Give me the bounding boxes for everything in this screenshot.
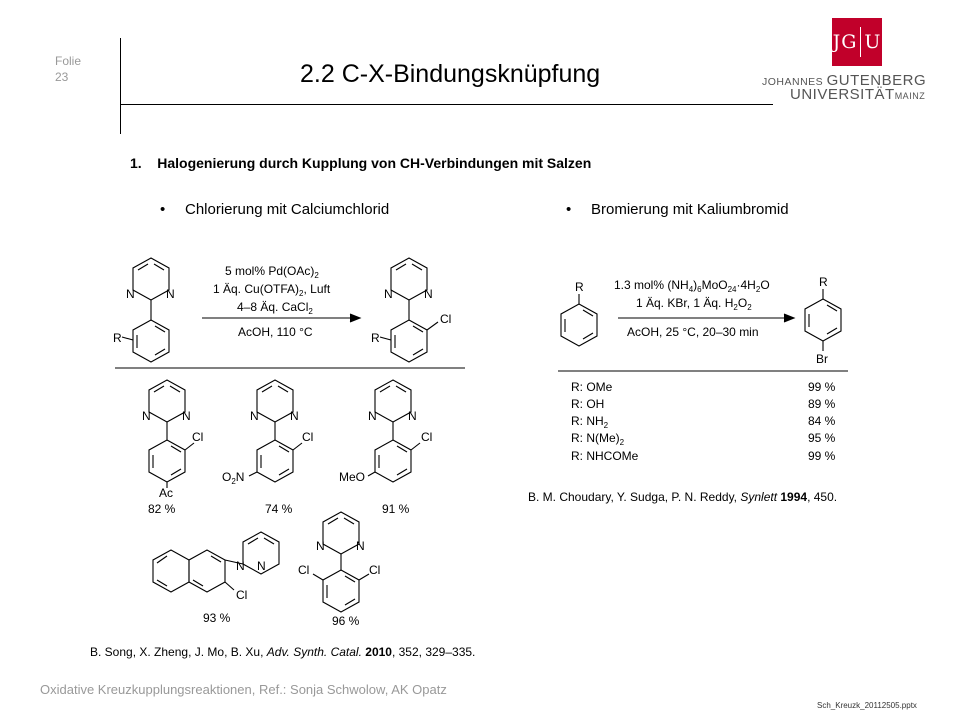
logo-universitaet: UNIVERSITÄT <box>790 86 895 103</box>
example-structure-acetyl <box>149 380 194 488</box>
heading-text: Halogenierung durch Kupplung von CH-Verbindungen mit Salzen <box>157 155 592 171</box>
slide-title: 2.2 C-X-Bindungsknüpfung <box>300 60 601 88</box>
ref-year: 1994 <box>780 490 808 504</box>
ref-pages: , 450. <box>807 490 838 504</box>
bromobenzene-structure <box>805 289 841 351</box>
atom-n: N <box>316 539 325 553</box>
logo-gutenberg: GUTENBERG <box>826 72 927 89</box>
ref-journal: Adv. Synth. Catal. <box>266 645 362 659</box>
atom-r: R <box>819 275 828 289</box>
example-structure-nitro <box>249 380 302 482</box>
table-yield: 89 % <box>808 397 836 411</box>
table-row: R: $NH_2$ <box>571 414 609 430</box>
atom-n: N <box>384 287 393 301</box>
atom-r: R <box>371 331 380 345</box>
logo-mark-right: U <box>864 31 882 53</box>
ref-authors: B. M. Choudary, Y. Sudga, P. N. Reddy, <box>528 490 741 504</box>
cond-pd: 5 mol% $Pd(OAc)_2$ <box>225 264 319 280</box>
cond-cu: 1 Äq. $Cu(OTFA)_2$, Luft <box>213 282 331 298</box>
table-yield: 99 % <box>808 449 836 463</box>
atom-n: N <box>424 287 433 301</box>
cond-acoh: AcOH, 110 °C <box>238 325 313 339</box>
bullet-bromination: • Bromierung mit Kaliumbromid <box>591 201 789 218</box>
atom-cl: Cl <box>236 588 248 602</box>
table-row: R: $N(Me)_2$ <box>571 431 625 447</box>
cond-kbr: 1 Äq. KBr, 1 Äq. $H_2O_2$ <box>636 296 752 312</box>
cond-cacl: 4–8 Äq. CaCl$_2$ <box>237 300 313 316</box>
yield-74: 74 % <box>265 502 293 516</box>
ref-year: 2010 <box>365 645 392 659</box>
footer-text: Oxidative Kreuzkupplungsreaktionen, Ref.: Sonja Schwolow, AK Opatz <box>40 682 447 697</box>
bullet-chlorination: • Chlorierung mit Calciumchlorid <box>185 201 389 218</box>
table-row: R: OMe <box>571 380 613 394</box>
atom-br: Br <box>816 352 828 366</box>
yield-82: 82 % <box>148 502 176 516</box>
atom-cl: Cl <box>421 430 433 444</box>
example-structure-methoxy <box>368 380 420 482</box>
atom-cl: Cl <box>302 430 314 444</box>
atom-n: N <box>126 287 135 301</box>
ref-pages: , 352, 329–335. <box>391 645 476 659</box>
starting-material-structure <box>122 258 169 362</box>
atom-n: N <box>236 559 245 573</box>
folie-label: Folie <box>55 54 82 68</box>
reference-chlorination <box>90 645 475 659</box>
atom-n: N <box>166 287 175 301</box>
atom-n: N <box>250 409 259 423</box>
benzene-structure <box>561 294 597 346</box>
table-row: R: NHCOMe <box>571 449 639 463</box>
atom-cl: Cl <box>440 312 452 326</box>
atom-cl: Cl <box>298 563 310 577</box>
atom-n: N <box>142 409 151 423</box>
table-row: R: OH <box>571 397 605 411</box>
cond-molybdate: 1.3 mol% $(NH_4)_6MoO_{24}\cdot 4H_2O$ <box>614 278 770 294</box>
atom-n: N <box>408 409 417 423</box>
atom-n: N <box>257 559 266 573</box>
heading-number: 1. <box>130 155 142 171</box>
atom-cl: Cl <box>369 563 381 577</box>
yield-93: 93 % <box>203 611 231 625</box>
folie-number: 23 <box>55 70 69 84</box>
yield-91: 91 % <box>382 502 410 516</box>
atom-meo: MeO <box>339 470 366 484</box>
ref-authors: B. Song, X. Zheng, J. Mo, B. Xu, <box>90 645 267 659</box>
atom-o2n: $O_2N$ <box>222 470 245 486</box>
atom-cl: Cl <box>192 430 204 444</box>
atom-r: R <box>113 331 122 345</box>
table-yield: 95 % <box>808 431 836 445</box>
footer-filename: Sch_Kreuzk_20112505.pptx <box>817 701 917 710</box>
bromination-table <box>571 380 836 463</box>
table-yield: 99 % <box>808 380 836 394</box>
logo-mainz: MAINZ <box>894 91 926 101</box>
atom-r: R <box>575 280 584 294</box>
product-structure <box>380 258 438 362</box>
logo-johannes: JOHANNES <box>762 76 824 88</box>
table-yield: 84 % <box>808 414 836 428</box>
logo-mark-left: JG <box>832 31 858 53</box>
atom-n: N <box>290 409 299 423</box>
atom-n: N <box>182 409 191 423</box>
example-structure-dichloro <box>313 512 369 612</box>
cond-acoh-rt: AcOH, 25 °C, 20–30 min <box>627 325 759 339</box>
ref-journal: Synlett <box>740 490 778 504</box>
reference-bromination <box>528 490 837 504</box>
yield-96: 96 % <box>332 614 360 628</box>
atom-ac: Ac <box>159 486 174 500</box>
atom-n: N <box>356 539 365 553</box>
atom-n: N <box>368 409 377 423</box>
